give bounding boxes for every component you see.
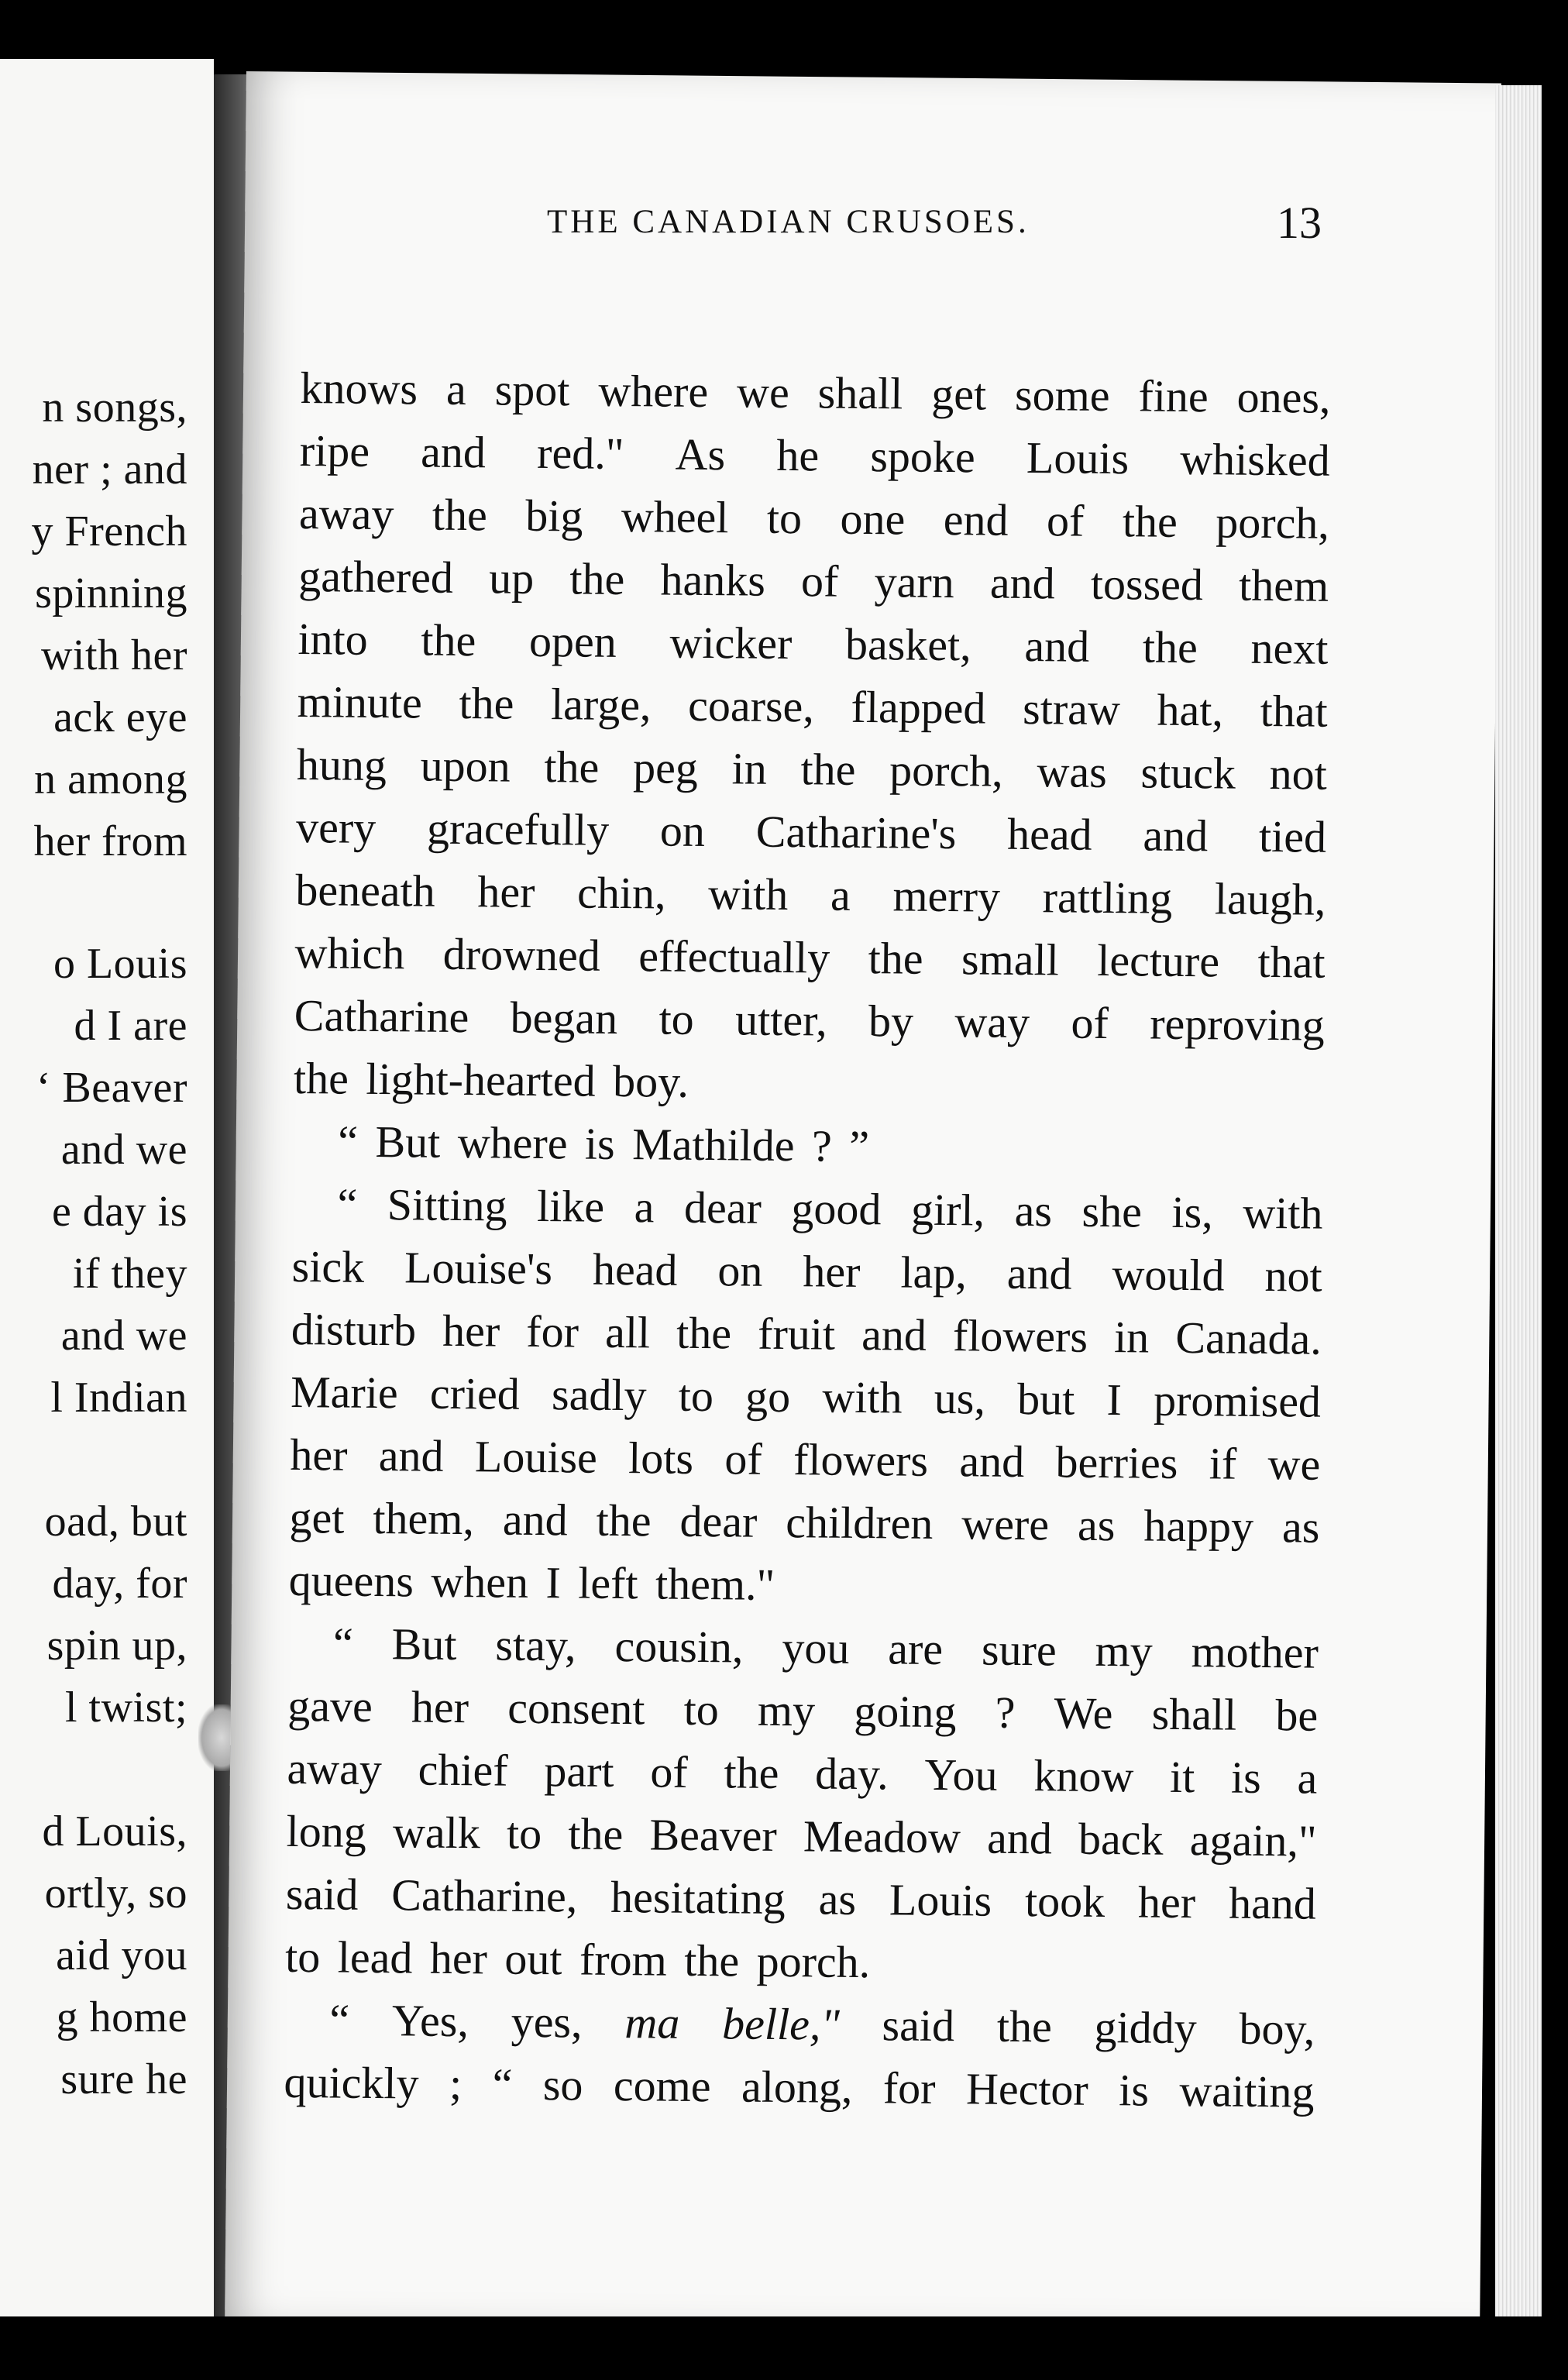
word: and <box>502 1494 569 1546</box>
word: up <box>488 552 535 604</box>
word: flowers <box>793 1434 929 1486</box>
text-line: the light-hearted boy. <box>293 1052 689 1107</box>
word: laugh, <box>1214 873 1326 925</box>
word: lap, <box>900 1247 968 1298</box>
word: merry <box>892 870 1001 922</box>
left-line: o Louis <box>53 940 187 988</box>
word: of <box>724 1433 763 1484</box>
word: hand <box>1228 1877 1317 1929</box>
word: the <box>544 741 600 793</box>
word: As <box>675 428 726 480</box>
word: is, <box>1171 1186 1214 1238</box>
word: But <box>391 1618 457 1670</box>
word: going <box>854 1685 957 1738</box>
word: cousin, <box>614 1620 744 1673</box>
word: minute <box>297 676 423 728</box>
word: said <box>882 2000 955 2052</box>
left-line: if they <box>72 1250 187 1298</box>
text-line <box>297 670 1328 743</box>
word: where <box>598 365 709 418</box>
word: small <box>961 934 1060 985</box>
word: the <box>432 489 488 541</box>
word: the <box>459 677 514 729</box>
text-line <box>284 1988 1315 2061</box>
word: them <box>1238 559 1329 611</box>
word: a <box>1297 1752 1318 1804</box>
word: of <box>1046 495 1085 546</box>
word: a <box>634 1181 655 1233</box>
word: ? <box>995 1687 1016 1738</box>
word: come <box>613 2059 711 2112</box>
word: utter, <box>734 994 827 1046</box>
word: her <box>477 866 535 917</box>
word: chief <box>418 1744 508 1796</box>
word: disturb <box>291 1303 417 1356</box>
word: as <box>818 1873 857 1924</box>
word: Canada. <box>1175 1312 1322 1364</box>
word: knows <box>300 362 418 414</box>
text-line <box>295 858 1326 931</box>
word: flowers <box>952 1310 1088 1362</box>
word: with <box>707 868 789 920</box>
word: would <box>1112 1249 1225 1301</box>
word: sick <box>291 1240 365 1292</box>
word: the <box>421 614 476 666</box>
word: us, <box>934 1372 986 1424</box>
word: some <box>1014 369 1110 421</box>
word: lecture <box>1096 934 1220 987</box>
word: You <box>924 1749 998 1800</box>
word: the <box>676 1307 732 1359</box>
running-title: THE CANADIAN CRUSOES. <box>547 204 1030 240</box>
text-line <box>296 796 1327 868</box>
word: spot <box>494 364 570 416</box>
word: Catharine, <box>391 1869 578 1922</box>
word: gracefully <box>426 803 610 855</box>
word: know <box>1033 1750 1134 1802</box>
word: promised <box>1153 1374 1322 1427</box>
word: and <box>989 557 1056 609</box>
word: sure <box>981 1624 1057 1676</box>
word: gave <box>287 1680 373 1732</box>
word: stay, <box>495 1619 576 1671</box>
word: “ <box>337 1178 358 1230</box>
word: yarn <box>874 556 955 608</box>
word: very <box>295 801 377 853</box>
word: as <box>1281 1501 1320 1553</box>
word: one <box>840 493 906 545</box>
word: of <box>800 555 839 607</box>
word: that <box>1260 685 1328 737</box>
word: shall <box>1151 1688 1237 1740</box>
word: to <box>506 1807 542 1859</box>
word: fruit <box>757 1308 836 1360</box>
word: waiting <box>1179 2065 1315 2117</box>
word: you <box>782 1622 850 1673</box>
page-edges <box>1495 85 1542 2316</box>
word: belle," <box>721 1998 841 2050</box>
word: wheel <box>621 490 729 543</box>
left-line: and we <box>60 1126 187 1174</box>
word: to <box>683 1684 720 1735</box>
word: children <box>786 1497 934 1549</box>
word: Louise <box>474 1431 598 1483</box>
word: away <box>298 487 394 540</box>
word: her <box>803 1246 861 1297</box>
word: end <box>943 494 1009 545</box>
text-line <box>290 1423 1321 1496</box>
left-line: n among <box>34 755 187 803</box>
word: coarse, <box>687 679 815 732</box>
word: We <box>1054 1687 1113 1739</box>
word: away <box>287 1742 383 1795</box>
word: again," <box>1189 1814 1317 1866</box>
word: Louis <box>889 1874 992 1926</box>
word: to <box>658 993 695 1044</box>
word: whisked <box>1180 433 1330 486</box>
word: mother <box>1191 1626 1319 1678</box>
word: her <box>1137 1876 1196 1928</box>
word: the <box>1122 496 1178 547</box>
left-line: ‘ Beaver <box>36 1064 187 1112</box>
word: ripe <box>299 425 370 476</box>
word: along, <box>741 2061 853 2113</box>
word: hung <box>296 738 387 791</box>
word: of <box>1071 997 1109 1049</box>
word: cried <box>429 1367 521 1419</box>
word: reproving <box>1149 998 1326 1051</box>
word: to <box>766 492 803 544</box>
word: on <box>717 1245 763 1296</box>
word: wicker <box>669 617 793 669</box>
word: them, <box>373 1492 475 1545</box>
word: are <box>887 1623 944 1675</box>
word: drowned <box>442 928 601 981</box>
word: Meadow <box>803 1811 961 1863</box>
word: but <box>1016 1373 1075 1425</box>
text-line <box>286 1862 1317 1935</box>
text-line <box>298 545 1329 617</box>
word: he <box>776 429 820 481</box>
word: straw <box>1022 683 1121 735</box>
word: happy <box>1143 1500 1254 1552</box>
text-line <box>291 1235 1322 1308</box>
left-line: aid you <box>56 1931 187 1979</box>
left-line: sure he <box>60 2055 187 2103</box>
left-line: y French <box>31 507 187 555</box>
word: and <box>1006 1247 1072 1299</box>
text-line <box>291 1360 1322 1433</box>
word: ma <box>624 1997 680 2048</box>
word: consent <box>507 1682 645 1735</box>
page-number: 13 <box>1277 198 1322 248</box>
word: sadly <box>551 1369 647 1421</box>
word: beneath <box>295 864 436 917</box>
left-line: g home <box>56 1993 187 2041</box>
word: the <box>868 933 923 984</box>
left-line: l twist; <box>64 1684 187 1732</box>
word: Marie <box>290 1366 398 1419</box>
word: in <box>1113 1312 1150 1363</box>
word: “ <box>492 2058 513 2110</box>
word: girl, <box>910 1184 985 1236</box>
word: next <box>1250 622 1329 674</box>
text-line <box>299 419 1330 492</box>
word: the <box>569 553 625 605</box>
word: upon <box>420 740 511 792</box>
word: she <box>1081 1185 1143 1237</box>
text-line <box>286 1800 1317 1873</box>
word: we <box>1267 1439 1321 1490</box>
word: Catharine's <box>755 806 957 859</box>
word: took <box>1024 1876 1106 1928</box>
word: with <box>822 1371 903 1423</box>
word: porch, <box>1216 497 1330 549</box>
word: boy, <box>1239 2003 1315 2055</box>
word: began <box>510 992 618 1044</box>
word: giddy <box>1094 2001 1198 2054</box>
text-line <box>288 1611 1319 1684</box>
left-line: d Louis, <box>42 1807 187 1856</box>
word: hesitating <box>610 1871 786 1924</box>
word: get <box>289 1491 345 1543</box>
word: it <box>1169 1751 1195 1803</box>
word: chin, <box>576 867 666 919</box>
word: day. <box>814 1748 889 1800</box>
running-head <box>301 198 1331 265</box>
word: hat, <box>1157 684 1224 736</box>
text-line <box>299 482 1330 555</box>
word: all <box>604 1306 651 1358</box>
word: peg <box>632 742 699 793</box>
word: stuck <box>1140 747 1236 799</box>
left-line: oad, but <box>44 1498 187 1546</box>
word: get <box>930 368 987 420</box>
word: dear <box>679 1495 758 1547</box>
text-line <box>287 1737 1318 1810</box>
word: Louis <box>1026 432 1130 484</box>
word: of <box>650 1746 689 1797</box>
word: in <box>731 743 768 794</box>
text-line <box>294 921 1326 994</box>
word: which <box>294 927 405 979</box>
text-line <box>297 607 1329 680</box>
left-line: l Indian <box>50 1374 187 1422</box>
word: be <box>1275 1690 1319 1741</box>
left-line: ner ; and <box>32 445 187 494</box>
text-line <box>291 1298 1322 1371</box>
word: Sitting <box>387 1179 507 1231</box>
word: were <box>961 1498 1050 1550</box>
word: quickly <box>284 2056 419 2109</box>
word: if <box>1209 1438 1237 1489</box>
word: her <box>442 1305 500 1357</box>
word: hanks <box>660 554 766 606</box>
word: her <box>411 1681 469 1733</box>
text-line <box>294 984 1325 1057</box>
word: that <box>1257 936 1326 988</box>
word: to <box>678 1370 714 1422</box>
word: is <box>1118 2065 1150 2116</box>
word: back <box>1078 1813 1164 1865</box>
left-line: n songs, <box>42 383 187 432</box>
word: a <box>830 869 851 920</box>
word: fine <box>1138 370 1209 422</box>
word: “ <box>329 1994 350 2045</box>
word: and <box>1024 620 1090 672</box>
word: Catharine <box>294 989 469 1043</box>
word: I <box>1106 1374 1123 1426</box>
left-line: ack eye <box>53 693 187 741</box>
word: for <box>526 1305 579 1357</box>
word: the <box>800 744 856 795</box>
word: and <box>378 1430 444 1481</box>
word: said <box>285 1868 359 1920</box>
word: for <box>882 2062 936 2113</box>
word: rattling <box>1042 872 1173 923</box>
text-line <box>300 356 1331 429</box>
word: part <box>544 1745 614 1797</box>
word: big <box>524 490 583 542</box>
word: head <box>592 1243 678 1295</box>
left-line: e day is <box>51 1188 187 1236</box>
word: a <box>445 363 467 415</box>
left-line: her from <box>33 817 187 865</box>
word: walk <box>392 1807 481 1859</box>
word: Yes, <box>391 1995 469 2047</box>
word: long <box>286 1805 367 1857</box>
word: and <box>861 1309 927 1360</box>
word: my <box>757 1684 816 1736</box>
word: shall <box>817 367 903 419</box>
word: head <box>1006 808 1092 860</box>
word: and <box>986 1812 1053 1864</box>
word: by <box>868 996 914 1047</box>
word: on <box>659 805 706 857</box>
text-line <box>292 1172 1323 1245</box>
word: tied <box>1258 810 1327 862</box>
word: go <box>744 1371 791 1422</box>
word: and <box>959 1436 1025 1488</box>
word: Beaver <box>649 1809 778 1861</box>
left-line: d I are <box>74 1002 187 1050</box>
text-line: queens when I left them." <box>288 1554 775 1610</box>
word: not <box>1264 1250 1322 1302</box>
word: into <box>297 613 369 665</box>
word: berries <box>1055 1436 1178 1488</box>
word: spoke <box>870 431 976 483</box>
body-text <box>284 356 1331 2124</box>
word: good <box>791 1183 882 1235</box>
left-line: with her <box>40 631 187 679</box>
word: with <box>1242 1187 1323 1239</box>
word: dear <box>683 1181 762 1233</box>
text-line: to lead her out from the porch. <box>284 1931 871 1988</box>
word: the <box>996 2000 1053 2052</box>
word: her <box>290 1429 348 1481</box>
scan-bottom-border <box>0 2316 1568 2380</box>
word: my <box>1095 1625 1154 1677</box>
word: not <box>1269 748 1328 800</box>
word: like <box>536 1180 605 1232</box>
word: is <box>1230 1752 1262 1803</box>
left-line: spin up, <box>46 1622 187 1670</box>
word: Louise's <box>404 1242 553 1295</box>
word: “ <box>332 1618 354 1669</box>
word: as <box>1077 1499 1116 1551</box>
word: the <box>568 1808 624 1860</box>
word: yes, <box>511 1996 583 2048</box>
text-line <box>297 733 1328 806</box>
text-line <box>287 1674 1319 1747</box>
word: flapped <box>851 681 986 734</box>
word: Hector <box>965 2063 1089 2115</box>
text-line <box>284 2051 1315 2124</box>
text-line: “ But where is Mathilde ? ” <box>337 1116 870 1172</box>
word: and <box>1143 810 1209 862</box>
left-line: ortly, so <box>44 1869 187 1917</box>
word: ; <box>449 2058 462 2110</box>
word: the <box>1142 621 1198 673</box>
word: basket, <box>844 618 972 671</box>
word: and <box>420 426 487 478</box>
left-line: and we <box>60 1312 187 1360</box>
word: as <box>1014 1185 1053 1236</box>
word: the <box>724 1747 779 1799</box>
word: large, <box>550 679 652 731</box>
word: so <box>542 2059 583 2110</box>
left-line: day, for <box>52 1560 187 1608</box>
word: porch, <box>889 745 1004 796</box>
word: effectually <box>638 930 830 983</box>
word: lots <box>628 1432 694 1484</box>
word: way <box>954 996 1030 1048</box>
word: we <box>736 366 790 418</box>
word: open <box>528 615 617 667</box>
word: ones, <box>1236 371 1331 423</box>
word: tossed <box>1090 558 1204 610</box>
word: red." <box>536 427 624 480</box>
left-line: spinning <box>35 569 187 617</box>
text-line <box>289 1486 1320 1559</box>
word: was <box>1037 746 1108 798</box>
left-page <box>0 59 214 2321</box>
word: the <box>596 1494 652 1546</box>
word: gathered <box>297 550 454 603</box>
